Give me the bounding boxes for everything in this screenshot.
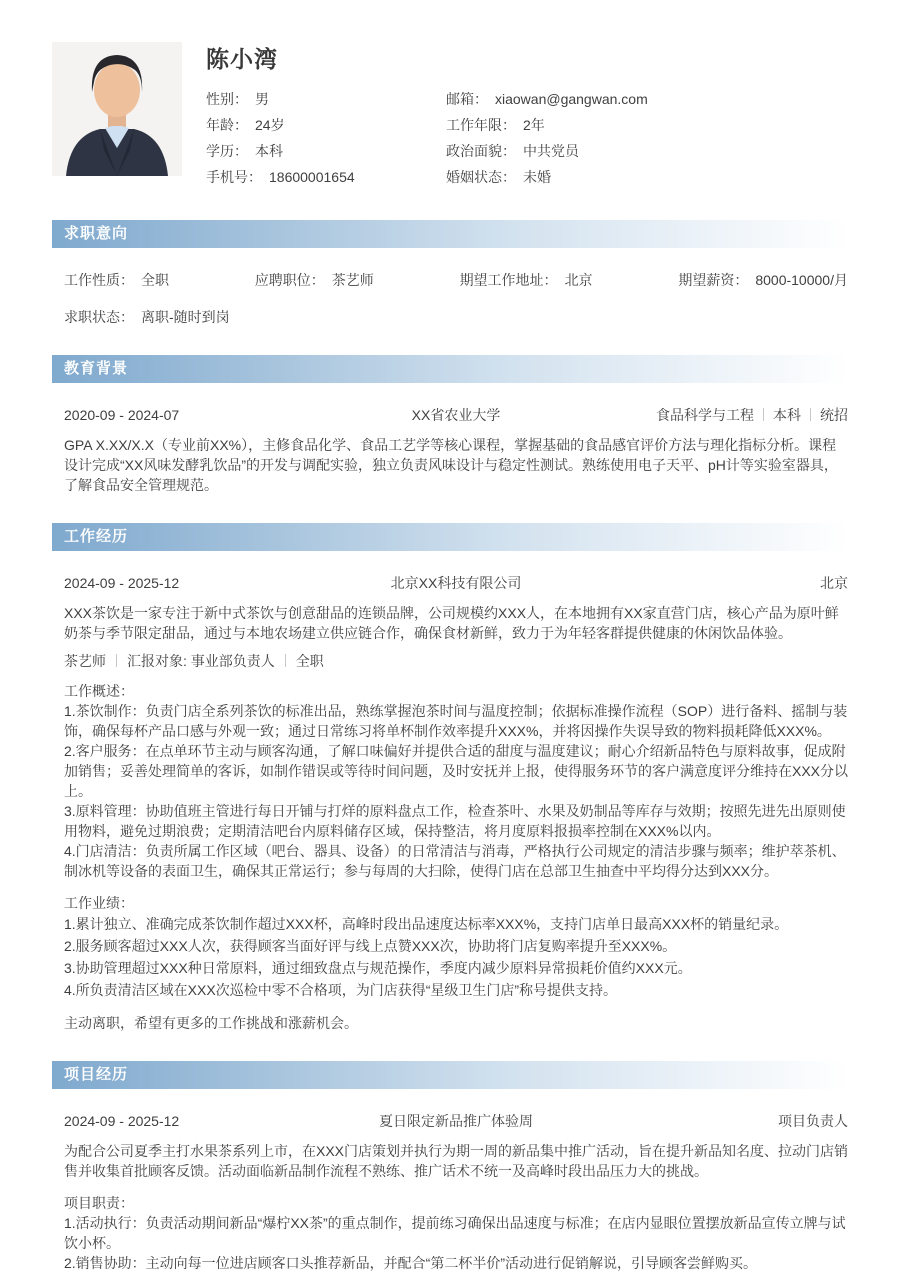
field-age-value: 24岁 [255, 117, 285, 133]
work-overview-label: 工作概述： [64, 683, 134, 699]
field-degree-value: 本科 [255, 143, 283, 159]
work-company: 北京XX科技有限公司 [390, 575, 522, 591]
field-degree-label: 学历： [206, 143, 248, 159]
work-location: 北京 [820, 575, 848, 591]
field-experience-years-label: 工作年限： [446, 117, 516, 133]
intention-salary-label: 期望薪资： [678, 272, 749, 288]
education-major: 食品科学与工程 [656, 407, 754, 423]
education-school: XX省农业大学 [411, 407, 501, 423]
intention-job-type [64, 270, 169, 290]
field-political-status [446, 138, 848, 164]
section-title-bar-work [52, 523, 848, 551]
project-duty-label: 项目职责： [64, 1195, 134, 1211]
section-title-work: 工作经历 [64, 528, 129, 545]
divider [810, 408, 811, 421]
education-description: GPA X.XX/X.X（专业前XX%），主修食品化学、食品工艺学等核心课程，掌握基础的食品感官评价方法与理化指标分析。课程设计完成“XX风味发酵乳饮品”的开发与调配实验，独立负责风味设计与稳定性测试。熟练使用电子天平、pH计等实验室器具，了解食品安全管理规范。 [64, 437, 838, 493]
intention-location-label: 期望工作地址： [459, 272, 558, 288]
section-work-experience [52, 523, 848, 1033]
project-role: 项目负责人 [778, 1113, 848, 1129]
portrait-photo-placeholder [52, 42, 182, 176]
work-company-intro: XXX茶饮是一家专注于新中式茶饮与创意甜品的连锁品牌，公司规模约XXX人，在本地拥有XX家直营门店，核心产品为原叶鲜奶茶与季节限定甜品，通过与本地农场建立供应链合作，确保食材新鲜，致力于为年轻客群提供健康的休闲饮品体验。 [64, 605, 839, 641]
section-job-intention [52, 220, 848, 327]
work-report-to: 汇报对象: 事业部负责人 [127, 653, 275, 669]
profile-fields [206, 86, 848, 190]
profile-header [52, 42, 848, 190]
intention-position [255, 270, 374, 290]
intention-location [460, 270, 593, 290]
project-meta-row [64, 1111, 848, 1131]
intention-job-type-label: 工作性质： [64, 272, 134, 288]
intention-position-label: 应聘职位： [254, 272, 325, 288]
work-meta-row [64, 573, 848, 593]
field-gender [206, 86, 446, 112]
project-name: 夏日限定新品推广体验周 [379, 1113, 533, 1129]
field-marital-status-value: 未婚 [523, 169, 551, 185]
field-political-status-value: 中共党员 [523, 143, 579, 159]
candidate-name: 陈小湾 [206, 46, 278, 72]
section-education [52, 355, 848, 495]
field-experience-years [446, 112, 848, 138]
work-role-title: 茶艺师 [64, 653, 106, 669]
intention-row [64, 270, 848, 290]
work-overview-block [64, 681, 848, 881]
field-age-label: 年龄： [206, 117, 248, 133]
education-detail [500, 405, 848, 425]
work-achievement-label: 工作业绩： [64, 895, 134, 911]
field-phone-value: 18600001654 [269, 169, 355, 185]
field-age [206, 112, 446, 138]
work-employment-type: 全职 [295, 653, 324, 669]
project-duty-item: 2.销售协助：主动向每一位进店顾客口头推荐新品，并配合“第二杯半价”活动进行促销解说，引导顾客尝鲜购买。 [64, 1255, 757, 1271]
section-title-project: 项目经历 [64, 1066, 129, 1083]
intention-status-value: 离职-随时到岗 [141, 309, 230, 325]
work-overview-item: 1.茶饮制作：负责门店全系列茶饮的标准出品，熟练掌握泡茶时间与温度控制；依据标准操作流程（SOP）进行备料、摇制与装饰，确保每杯产品口感与外观一致；通过日常练习将单杯制作效率提升XXX%，并将因操作失误导致的物料损耗降低XXX%。 [64, 703, 848, 739]
field-degree [206, 138, 446, 164]
section-title-job-intention: 求职意向 [64, 225, 129, 242]
education-meta-row [64, 405, 848, 425]
field-email-label: 邮箱： [446, 91, 488, 107]
education-degree: 本科 [773, 407, 801, 423]
project-duty-block [64, 1193, 848, 1273]
field-phone [206, 164, 446, 190]
work-achievement-item: 1.累计独立、准确完成茶饮制作超过XXX杯，高峰时段出品速度达标率XXX%，支持门店单日最高XXX杯的销量纪录。 [64, 916, 789, 932]
intention-salary [678, 270, 848, 290]
work-achievement-item: 3.协助管理超过XXX种日常原料，通过细致盘点与规范操作，季度内减少原料异常损耗价值约XXX元。 [64, 960, 692, 976]
work-overview-item: 3.原料管理：协助值班主管进行每日开铺与打烊的原料盘点工作，检查茶叶、水果及奶制品等库存与效期；按照先进先出原则使用物料，避免过期浪费；定期清洁吧台内原料储存区域，保持整洁，将月度原料报损率控制在XXX%以内。 [64, 803, 846, 839]
field-experience-years-value: 2年 [523, 117, 545, 133]
work-achievement-item: 4.所负责清洁区域在XXX次巡检中零不合格项，为门店获得“星级卫生门店”称号提供支持。 [64, 982, 618, 998]
intention-salary-value: 8000-10000/月 [755, 272, 848, 288]
section-title-bar-project [52, 1061, 848, 1089]
field-political-status-label: 政治面貌： [446, 143, 516, 159]
work-overview-item: 4.门店清洁：负责所属工作区域（吧台、器具、设备）的日常清洁与消毒，严格执行公司规定的清洁步骤与频率；维护萃茶机、制冰机等设备的表面卫生，确保其正常运行；参与每周的大扫除，使得门店在总部卫生抽查中平均得分达到XXX分。 [64, 843, 846, 879]
field-email [446, 86, 848, 112]
section-project-experience [52, 1061, 848, 1273]
section-title-bar-education [52, 355, 848, 383]
project-intro: 为配合公司夏季主打水果茶系列上市，在XXX门店策划并执行为期一周的新品集中推广活动，旨在提升新品知名度、拉动门店销售并收集首批顾客反馈。活动面临新品制作流程不熟练、推广话术不统一及高峰时段出品压力大的挑战。 [64, 1143, 849, 1179]
work-period: 2024-09 - 2025-12 [64, 575, 180, 591]
intention-position-value: 茶艺师 [331, 272, 374, 288]
project-duty-item: 1.活动执行：负责活动期间新品“爆柠XX茶”的重点制作，提前练习确保出品速度与标准；在店内显眼位置摆放新品宣传立牌与试饮小杯。 [64, 1215, 846, 1251]
education-period: 2020-09 - 2024-07 [64, 407, 180, 423]
education-enrollment: 统招 [820, 407, 848, 423]
divider [763, 408, 764, 421]
field-email-value: xiaowan@gangwan.com [495, 91, 648, 107]
work-achievement-block [64, 893, 848, 1001]
section-title-bar-job-intention [52, 220, 848, 248]
section-title-education: 教育背景 [64, 360, 129, 377]
divider [285, 654, 286, 667]
work-overview-item: 2.客户服务：在点单环节主动与顾客沟通，了解口味偏好并提供合适的甜度与温度建议；耐心介绍新品特色与原料故事，促成附加销售；妥善处理简单的客诉，如制作错误或等待时间问题，及时安抚并上报，使得服务环节的客户满意度评分维持在XXX分以上。 [64, 743, 849, 799]
field-marital-status-label: 婚姻状态： [446, 169, 516, 185]
field-marital-status [446, 164, 848, 190]
field-gender-value: 男 [255, 91, 269, 107]
profile-photo [52, 42, 182, 176]
profile-info [206, 42, 848, 190]
intention-location-value: 北京 [564, 272, 593, 288]
intention-status [64, 307, 848, 327]
work-leave-reason: 主动离职，希望有更多的工作挑战和涨薪机会。 [64, 1015, 358, 1031]
work-achievement-item: 2.服务顾客超过XXX人次，获得顾客当面好评与线上点赞XXX次，协助将门店复购率提升至XXX%。 [64, 938, 677, 954]
divider [116, 654, 117, 667]
work-role-line [64, 651, 848, 671]
field-phone-label: 手机号： [206, 169, 262, 185]
intention-job-type-value: 全职 [141, 272, 169, 288]
field-gender-label: 性别： [206, 91, 248, 107]
intention-status-label: 求职状态： [64, 309, 134, 325]
project-period: 2024-09 - 2025-12 [64, 1113, 180, 1129]
